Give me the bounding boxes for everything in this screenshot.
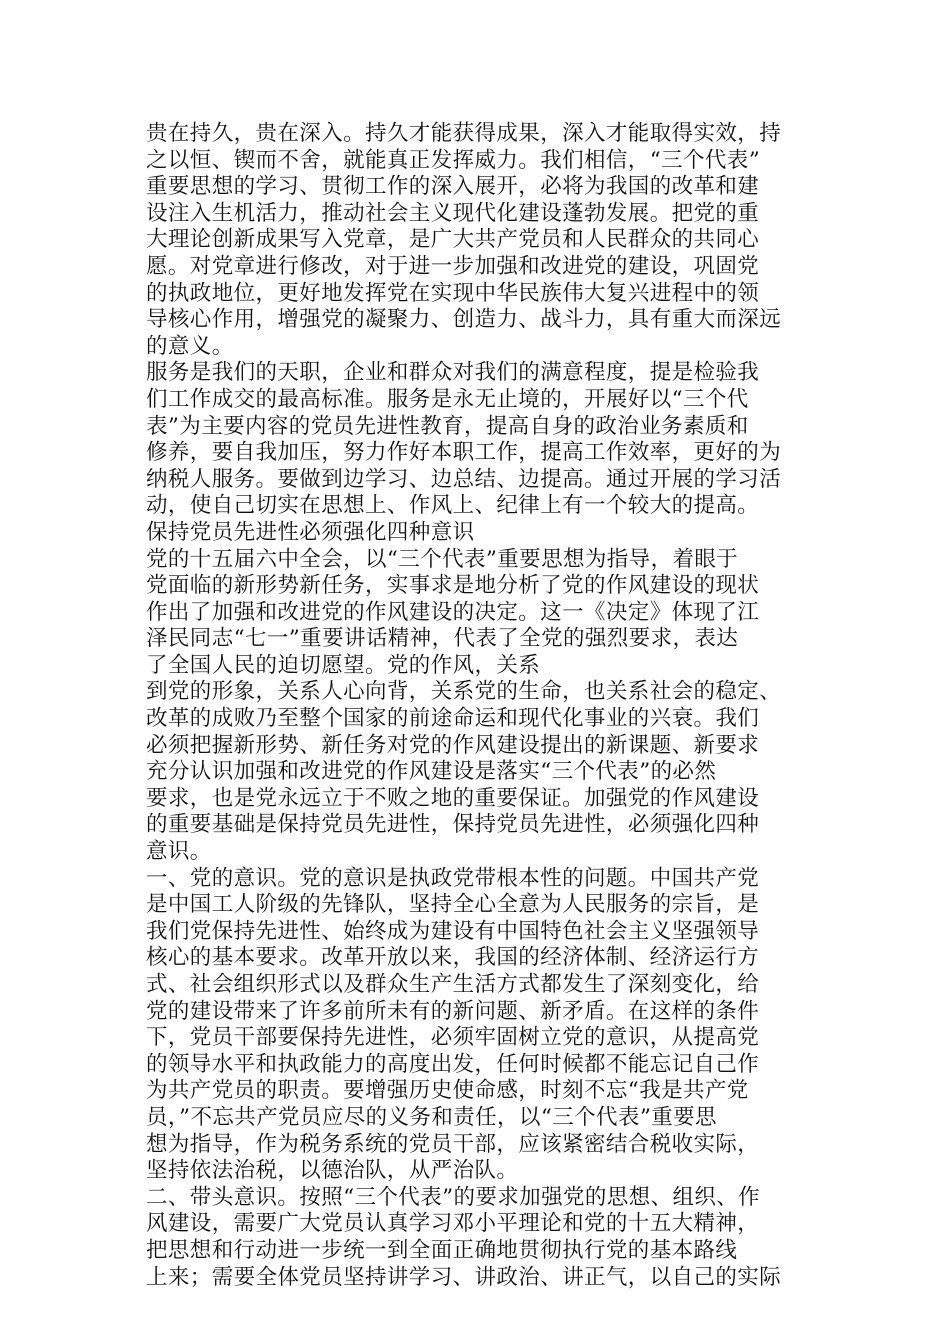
text-line: 贵在持久，贵在深入。持久才能获得成果，深入才能取得实效，持 bbox=[146, 121, 782, 146]
text-line: 为共产党员的职责。要增强历史使命感，时刻不忘“我是共产党 bbox=[146, 1078, 749, 1104]
text-line: 是中国工人阶级的先锋队，坚持全心全意为人民服务的宗旨，是 bbox=[146, 892, 760, 918]
text-line: 导核心作用，增强党的凝聚力、创造力、战斗力，具有重大而深远 bbox=[146, 307, 782, 333]
text-line: 之以恒、锲而不舍，就能真正发挥威力。我们相信，“三个代表” bbox=[146, 147, 761, 173]
text-line: 核心的基本要求。改革开放以来，我国的经济体制、经济运行方 bbox=[146, 945, 760, 971]
text-line: 坚持依法治税，以德治队，从严治队。 bbox=[146, 1158, 519, 1184]
text-line: 到党的形象，关系人心向背，关系党的生命，也关系社会的稳定、 bbox=[146, 679, 782, 705]
text-line: 服务是我们的天职，企业和群众对我们的满意程度，提是检验我 bbox=[146, 360, 760, 386]
text-line: 动，使自己切实在思想上、作风上、纪律上有一个较大的提高。 bbox=[146, 493, 760, 519]
text-line: 修养，要自我加压，努力作好本职工作，提高工作效率，更好的为 bbox=[146, 440, 782, 466]
text-line: 作出了加强和改进党的作风建设的决定。这一《决定》体现了江 bbox=[146, 599, 760, 625]
text-line: 党的十五届六中全会，以“三个代表”重要思想为指导，着眼于 bbox=[146, 546, 739, 572]
text-line: 风建设，需要广大党员认真学习邓小平理论和党的十五大精神， bbox=[146, 1211, 760, 1237]
text-line: 上来；需要全体党员坚持讲学习、讲政治、讲正气，以自己的实际 bbox=[146, 1264, 782, 1290]
document-body-text bbox=[146, 121, 806, 1291]
text-line: 设注入生机活力，推动社会主义现代化建设蓬勃发展。把党的重 bbox=[146, 200, 760, 226]
text-line: 改革的成败乃至整个国家的前途命运和现代化事业的兴衰。我们 bbox=[146, 706, 760, 732]
text-line: 充分认识加强和改进党的作风建设是落实“三个代表”的必然 bbox=[146, 759, 717, 785]
text-line: 了全国人民的迫切愿望。党的作风，关系 bbox=[146, 652, 541, 678]
text-line: 把思想和行动进一步统一到全面正确地贯彻执行党的基本路线 bbox=[146, 1237, 738, 1263]
text-line: 式、社会组织形式以及群众生产生活方式都发生了深刻变化，给 bbox=[146, 972, 760, 997]
section-heading: 保持党员先进性必须强化四种意识 bbox=[146, 519, 475, 545]
text-line: 员，”不忘共产党员应尽的义务和责任，以“三个代表”重要思 bbox=[146, 1104, 717, 1130]
text-line: 们工作成交的最高标准。服务是永无止境的，开展好以“三个代 bbox=[146, 386, 749, 412]
text-line: 愿。对党章进行修改，对于进一步加强和改进党的建设，巩固党 bbox=[146, 253, 760, 279]
text-line: 的领导水平和执政能力的高度出发，任何时候都不能忘记自己作 bbox=[146, 1051, 760, 1077]
text-line: 二、带头意识。按照“三个代表”的要求加强党的思想、组织、作 bbox=[146, 1184, 761, 1210]
text-line: 的意义。 bbox=[146, 333, 234, 359]
text-line: 党的建设带来了许多前所未有的新问题、新矛盾。在这样的条件 bbox=[146, 998, 760, 1024]
text-line: 要求，也是党永远立于不败之地的重要保证。加强党的作风建设 bbox=[146, 785, 760, 811]
text-line: 党面临的新形势新任务，实事求是地分析了党的作风建设的现状 bbox=[146, 573, 760, 599]
text-line: 表”为主要内容的党员先进性教育，提高自身的政治业务素质和 bbox=[146, 413, 749, 439]
text-line: 大理论创新成果写入党章，是广大共产党员和人民群众的共同心 bbox=[146, 227, 760, 253]
text-line: 想为指导，作为税务系统的党员干部，应该紧密结合税收实际， bbox=[146, 1131, 760, 1157]
text-line: 我们党保持先进性、始终成为建设有中国特色社会主义坚强领导 bbox=[146, 918, 760, 944]
text-line: 必须把握新形势、新任务对党的作风建设提出的新课题、新要求 bbox=[146, 732, 760, 758]
text-line: 纳税人服务。要做到边学习、边总结、边提高。通过开展的学习活 bbox=[146, 466, 782, 492]
text-line: 下，党员干部要保持先进性，必须牢固树立党的意识，从提高党 bbox=[146, 1025, 760, 1051]
text-line: 的重要基础是保持党员先进性，保持党员先进性，必须强化四种 bbox=[146, 812, 760, 838]
text-line: 的执政地位，更好地发挥党在实现中华民族伟大复兴进程中的领 bbox=[146, 280, 760, 306]
text-line: 一、党的意识。党的意识是执政党带根本性的问题。中国共产党 bbox=[146, 865, 760, 891]
text-line: 重要思想的学习、贯彻工作的深入展开，必将为我国的改革和建 bbox=[146, 174, 760, 200]
text-line: 泽民同志“七一”重要讲话精神，代表了全党的强烈要求，表达 bbox=[146, 626, 739, 652]
text-line: 意识。 bbox=[146, 839, 212, 865]
